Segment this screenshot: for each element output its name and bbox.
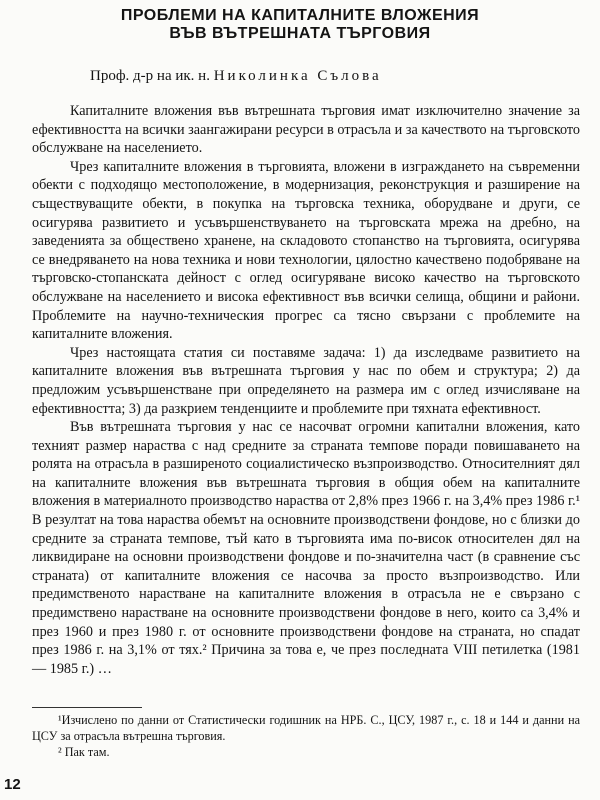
paragraph: Чрез настоящата статия си поставяме задача: 1) да изследваме развитието на капиталните вложения във вътрешната търговия у нас по обем и структура; 2) да предложим усъвършенстване при определянето на размера им с оглед изчисляване на ефективността; 3) да разкрием тенденциите и проблемите при тяхната ефективност. — [32, 344, 580, 417]
article-body — [32, 102, 580, 678]
article-title-line-1: ПРОБЛЕМИ НА КАПИТАЛНИТЕ ВЛОЖЕНИЯ — [120, 7, 480, 24]
footnote: ¹Изчислено по данни от Статистически годишник на НРБ. С., ЦСУ, 1987 г., с. 18 и 144 и данни на ЦСУ за отрасъла вътрешна търговия. — [32, 713, 580, 743]
author-degree: Проф. д-р на ик. н. — [90, 68, 214, 84]
page-number: 12 — [4, 776, 21, 793]
footnote: ² Пак там. — [58, 745, 110, 759]
paragraph: Чрез капиталните вложения в търговията, вложени в изграждането на съвременни обекти с подходящо местоположение, в модернизация, реконструкция и разширение на съществуващите обекти, в покупка на търговска техника, оборудване и други, се осигурява развитието и усъвършенствуването на търговската мрежа на дребно, на заведенията за обществено хранене, на складовото стопанство на търговията, осигурява се внедряването на нова техника и нови технологии, цялостно качествено подобряване на търговско-стопанската дейност с оглед осигуряване високо качество на търговското обслужване на населението и висока ефективност във всички селища, общини и райони. Проблемите на научно-техническия прогрес са тясно свързани с проблемите на капиталните вложения. — [32, 158, 580, 343]
article-title-line-2: ВЪВ ВЪТРЕШНАТА ТЪРГОВИЯ — [169, 25, 431, 42]
footnote-divider — [32, 707, 142, 708]
footnotes — [32, 712, 580, 760]
author-name: Николинка Сълова — [213, 68, 382, 84]
paragraph: Капиталните вложения във вътрешната търговия имат изключително значение за ефективността на всички заангажирани ресурси в отрасъла и за качеството на търговското обслужване на населението. — [32, 103, 580, 157]
paragraph: Във вътрешната търговия у нас се насочват огромни капитални вложения, като техният размер нараства с над средните за страната темпове поради повишаването на ролята на отрасъла в разширеното социалистическо възпроизводство. Относителният дял на капиталните вложения във вътрешната търговия в общия обем на капиталните вложения в материалното производство нараства от 2,8% през 1966 г. на 3,4% през 1986 г.¹ В резултат на това нараства обемът на основните производствени фондове, но с близки до средните за страната темпове, тъй като в търговията има по-висок относителен дял на ликвидиране на основни производствени фондове и по-значителна част (в сравнение със страната) от капиталните вложения се насочва за просто възпроизводство. Или предимственото нарастване на капиталните вложения в отрасъла не е свързано с предимствено нарастване на основните производствени фондове в него, които са 3,4% и през 1960 и през 1980 г. от основните производствени фондове на страната, но спадат през 1986 г. на 3,1% от тях.² Причина за това е, че през последната VIII петилетка (1981 — 1985 г.) … — [32, 419, 580, 677]
author-line — [90, 68, 570, 85]
